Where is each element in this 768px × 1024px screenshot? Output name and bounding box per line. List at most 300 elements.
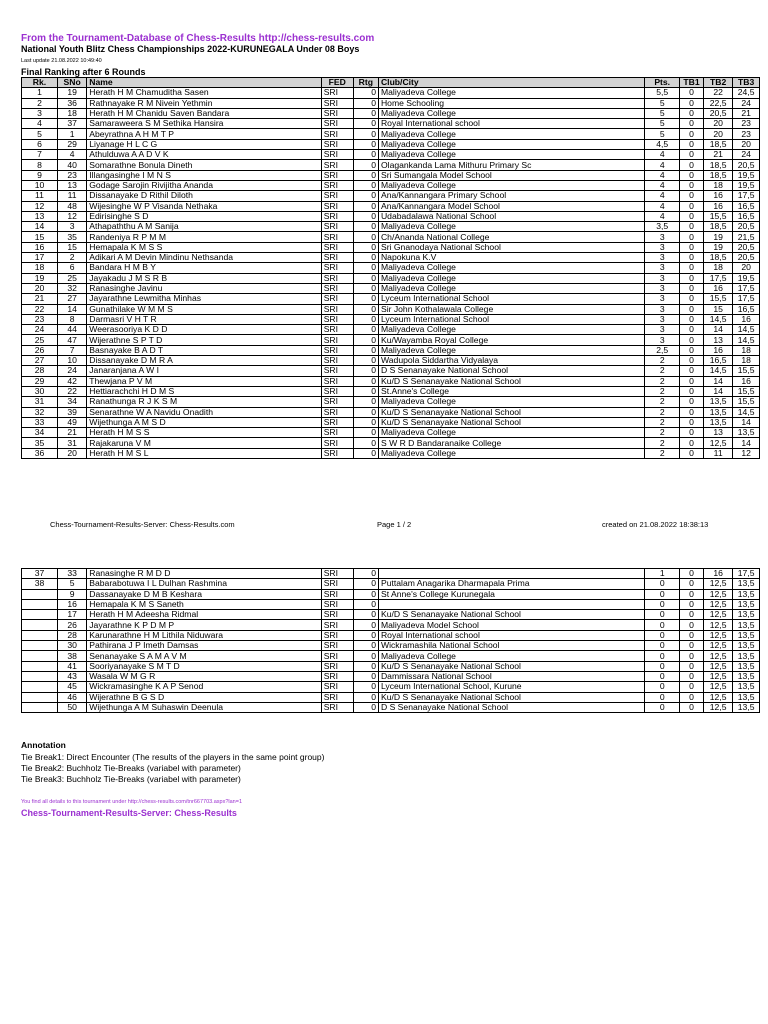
tb3-cell: 20 (733, 139, 760, 149)
tb1-cell: 0 (680, 201, 704, 211)
rank-cell: 16 (22, 242, 58, 252)
tb3-cell: 13,5 (733, 641, 760, 651)
club-cell: Maliyadeva College (378, 150, 644, 160)
points-cell: 4,5 (645, 139, 680, 149)
rank-cell: 1 (22, 88, 58, 98)
rating-cell: 0 (353, 170, 378, 180)
sno-cell: 18 (57, 108, 86, 118)
name-cell: Athapaththu A M Sanija (87, 222, 321, 232)
tb3-cell: 13,5 (733, 630, 760, 640)
table-row (22, 211, 760, 221)
rating-cell: 0 (353, 129, 378, 139)
fed-cell: SRI (321, 417, 353, 427)
col-header-rank: Rk. (22, 78, 58, 88)
table-row (22, 304, 760, 314)
fed-cell: SRI (321, 692, 353, 702)
tb1-cell: 0 (680, 661, 704, 671)
tb2-cell: 12,5 (703, 438, 732, 448)
sno-cell: 42 (57, 376, 86, 386)
sno-cell: 20 (57, 448, 86, 458)
tb1-cell: 0 (680, 345, 704, 355)
rating-cell: 0 (353, 108, 378, 118)
tb1-cell: 0 (680, 407, 704, 417)
table-row (22, 253, 760, 263)
name-cell: Adikari A M Devin Mindinu Nethsanda (87, 253, 321, 263)
club-cell: St.Anne's College (378, 386, 644, 396)
tb1-cell: 0 (680, 314, 704, 324)
rank-cell: 19 (22, 273, 58, 283)
points-cell: 4 (645, 160, 680, 170)
sno-cell: 39 (57, 407, 86, 417)
name-cell: Herath H M S L (87, 448, 321, 458)
name-cell: Illangasinghe I M N S (87, 170, 321, 180)
table-row (22, 682, 760, 692)
tb3-cell: 13,5 (733, 692, 760, 702)
table-row (22, 88, 760, 98)
rank-cell: 3 (22, 108, 58, 118)
table-row (22, 589, 760, 599)
table-row (22, 139, 760, 149)
tb3-cell: 19,5 (733, 273, 760, 283)
tb3-cell: 16,5 (733, 211, 760, 221)
rank-cell: 38 (22, 579, 58, 589)
sno-cell: 2 (57, 253, 86, 263)
fed-cell: SRI (321, 438, 353, 448)
points-cell: 0 (645, 641, 680, 651)
table-row (22, 438, 760, 448)
rating-cell: 0 (353, 589, 378, 599)
name-cell: Bandara H M B Y (87, 263, 321, 273)
club-cell: Sri Gnanodaya National School (378, 242, 644, 252)
fed-cell: SRI (321, 397, 353, 407)
tb1-cell: 0 (680, 150, 704, 160)
annotation-tiebreak-3: Tie Break3: Buchholz Tie-Breaks (variabel with parameter) (21, 774, 241, 784)
fed-cell: SRI (321, 170, 353, 180)
tb3-cell: 19,5 (733, 180, 760, 190)
points-cell: 0 (645, 651, 680, 661)
points-cell: 4 (645, 191, 680, 201)
club-cell: S W R D Bandaranaike College (378, 438, 644, 448)
fed-cell: SRI (321, 304, 353, 314)
name-cell: Herath H M Chamuditha Sasen (87, 88, 321, 98)
rank-cell: 35 (22, 438, 58, 448)
points-cell: 3 (645, 253, 680, 263)
points-cell: 3 (645, 273, 680, 283)
rating-cell: 0 (353, 692, 378, 702)
tb3-cell: 13,5 (733, 651, 760, 661)
tb3-cell: 13,5 (733, 682, 760, 692)
tb3-cell: 13,5 (733, 579, 760, 589)
fed-cell: SRI (321, 191, 353, 201)
tb2-cell: 14,5 (703, 366, 732, 376)
fed-cell: SRI (321, 242, 353, 252)
tb2-cell: 18,5 (703, 160, 732, 170)
club-cell: Ku/D S Senanayake National School (378, 661, 644, 671)
tb1-cell: 0 (680, 569, 704, 579)
points-cell: 3 (645, 304, 680, 314)
tb1-cell: 0 (680, 88, 704, 98)
club-cell: Ku/D S Senanayake National School (378, 417, 644, 427)
rating-cell: 0 (353, 263, 378, 273)
club-cell: Ku/D S Senanayake National School (378, 692, 644, 702)
tb3-cell: 15,5 (733, 366, 760, 376)
tb3-cell: 23 (733, 129, 760, 139)
sno-cell: 26 (57, 620, 86, 630)
tb3-cell: 14,5 (733, 407, 760, 417)
club-cell: Ku/D S Senanayake National School (378, 610, 644, 620)
tb3-cell: 24,5 (733, 88, 760, 98)
table-row (22, 428, 760, 438)
table-row (22, 407, 760, 417)
rank-cell: 8 (22, 160, 58, 170)
rank-cell (22, 682, 58, 692)
tb1-cell: 0 (680, 599, 704, 609)
sno-cell: 10 (57, 356, 86, 366)
points-cell: 3 (645, 325, 680, 335)
rank-cell: 26 (22, 345, 58, 355)
tb1-cell: 0 (680, 702, 704, 712)
points-cell: 3 (645, 335, 680, 345)
tb1-cell: 0 (680, 180, 704, 190)
tb3-cell: 18 (733, 356, 760, 366)
sno-cell: 13 (57, 180, 86, 190)
sno-cell: 11 (57, 191, 86, 201)
tb1-cell: 0 (680, 682, 704, 692)
sno-cell: 5 (57, 579, 86, 589)
sno-cell: 50 (57, 702, 86, 712)
tb3-cell: 16,5 (733, 304, 760, 314)
fed-cell: SRI (321, 314, 353, 324)
rating-cell: 0 (353, 610, 378, 620)
fed-cell: SRI (321, 702, 353, 712)
rating-cell: 0 (353, 201, 378, 211)
tb2-cell: 18,5 (703, 170, 732, 180)
tb3-cell: 24 (733, 150, 760, 160)
table-row (22, 150, 760, 160)
name-cell: Herath H M Adeesha Ridmal (87, 610, 321, 620)
tb3-cell: 16,5 (733, 201, 760, 211)
col-header-tb3: TB3 (733, 78, 760, 88)
tb2-cell: 12,5 (703, 692, 732, 702)
sno-cell: 24 (57, 366, 86, 376)
fed-cell: SRI (321, 671, 353, 681)
rating-cell: 0 (353, 641, 378, 651)
club-cell: Maliyadeva College (378, 129, 644, 139)
tb1-cell: 0 (680, 428, 704, 438)
points-cell: 2 (645, 417, 680, 427)
rating-cell: 0 (353, 335, 378, 345)
tb2-cell: 12,5 (703, 651, 732, 661)
rank-cell: 29 (22, 376, 58, 386)
tb3-cell: 15,5 (733, 397, 760, 407)
points-cell: 3 (645, 232, 680, 242)
fed-cell: SRI (321, 589, 353, 599)
tb3-cell: 21,5 (733, 232, 760, 242)
tb2-cell: 12,5 (703, 599, 732, 609)
tb3-cell: 18 (733, 345, 760, 355)
tb2-cell: 12,5 (703, 610, 732, 620)
rank-cell: 15 (22, 232, 58, 242)
sno-cell: 37 (57, 119, 86, 129)
rating-cell: 0 (353, 376, 378, 386)
tb1-cell: 0 (680, 139, 704, 149)
club-cell: Maliyadeva College (378, 448, 644, 458)
fed-cell: SRI (321, 651, 353, 661)
name-cell: Wijerathne S P T D (87, 335, 321, 345)
fed-cell: SRI (321, 160, 353, 170)
rating-cell: 0 (353, 283, 378, 293)
tb3-cell: 24 (733, 98, 760, 108)
fed-cell: SRI (321, 325, 353, 335)
points-cell: 2 (645, 397, 680, 407)
table-row (22, 283, 760, 293)
sno-cell: 22 (57, 386, 86, 396)
rank-cell: 24 (22, 325, 58, 335)
fed-cell: SRI (321, 661, 353, 671)
sno-cell: 45 (57, 682, 86, 692)
table-row (22, 335, 760, 345)
tb3-cell: 15,5 (733, 386, 760, 396)
tb2-cell: 18,5 (703, 253, 732, 263)
tb1-cell: 0 (680, 273, 704, 283)
rating-cell: 0 (353, 211, 378, 221)
tb3-cell: 23 (733, 119, 760, 129)
name-cell: Weerasooriya K D D (87, 325, 321, 335)
club-cell: Puttalam Anagarika Dharmapala Prima (378, 579, 644, 589)
sno-cell: 25 (57, 273, 86, 283)
rating-cell: 0 (353, 191, 378, 201)
rating-cell: 0 (353, 304, 378, 314)
name-cell: Wasala W M G R (87, 671, 321, 681)
table-row (22, 671, 760, 681)
sno-cell: 12 (57, 211, 86, 221)
sno-cell: 32 (57, 283, 86, 293)
points-cell: 3 (645, 294, 680, 304)
name-cell: Dissanayake D M R A (87, 356, 321, 366)
tb3-cell: 17,5 (733, 294, 760, 304)
rating-cell: 0 (353, 325, 378, 335)
club-cell: Maliyadeva College (378, 222, 644, 232)
table-row (22, 201, 760, 211)
rating-cell: 0 (353, 180, 378, 190)
table-row (22, 417, 760, 427)
tb1-cell: 0 (680, 232, 704, 242)
tb2-cell: 14 (703, 376, 732, 386)
table-row (22, 263, 760, 273)
fed-cell: SRI (321, 345, 353, 355)
ranking-table-body (22, 88, 760, 459)
club-cell: Dammissara National School (378, 671, 644, 681)
table-row (22, 314, 760, 324)
fed-cell: SRI (321, 150, 353, 160)
tb1-cell: 0 (680, 160, 704, 170)
tb1-cell: 0 (680, 191, 704, 201)
tb1-cell: 0 (680, 630, 704, 640)
tb3-cell: 13,5 (733, 589, 760, 599)
rating-cell: 0 (353, 620, 378, 630)
rank-cell: 37 (22, 569, 58, 579)
tb3-cell: 14,5 (733, 335, 760, 345)
rating-cell: 0 (353, 599, 378, 609)
tb3-cell: 20,5 (733, 242, 760, 252)
points-cell: 5 (645, 129, 680, 139)
sno-cell: 6 (57, 263, 86, 273)
rank-cell (22, 702, 58, 712)
rank-cell: 33 (22, 417, 58, 427)
sno-cell: 31 (57, 438, 86, 448)
tb1-cell: 0 (680, 448, 704, 458)
tb2-cell: 16 (703, 201, 732, 211)
tournament-details-link[interactable]: You find all details to this tournament under http://chess-results.com/tnr667703.aspx?lan=1 (21, 799, 242, 805)
tb2-cell: 12,5 (703, 579, 732, 589)
table-row (22, 610, 760, 620)
col-header-rtg: Rtg (353, 78, 378, 88)
col-header-tb1: TB1 (680, 78, 704, 88)
rating-cell: 0 (353, 345, 378, 355)
fed-cell: SRI (321, 129, 353, 139)
tb2-cell: 19 (703, 242, 732, 252)
rating-cell: 0 (353, 242, 378, 252)
sno-cell: 29 (57, 139, 86, 149)
name-cell: Wijethunga A M Suhaswin Deenula (87, 702, 321, 712)
club-cell: Royal International school (378, 119, 644, 129)
name-cell: Darmasri V H T R (87, 314, 321, 324)
name-cell: Wijethunga A M S D (87, 417, 321, 427)
points-cell: 2 (645, 376, 680, 386)
sno-cell: 30 (57, 641, 86, 651)
rank-cell: 28 (22, 366, 58, 376)
tb1-cell: 0 (680, 641, 704, 651)
points-cell: 2,5 (645, 345, 680, 355)
tb1-cell: 0 (680, 651, 704, 661)
rating-cell: 0 (353, 661, 378, 671)
sno-cell: 8 (57, 314, 86, 324)
tb3-cell: 13,5 (733, 661, 760, 671)
name-cell: Sooriyanayake S M T D (87, 661, 321, 671)
tb3-cell: 13,5 (733, 610, 760, 620)
club-cell: St Anne's College Kurunegala (378, 589, 644, 599)
club-cell: Lyceum International School, Kurune (378, 682, 644, 692)
fed-cell: SRI (321, 386, 353, 396)
club-cell: D S Senanayake National School (378, 702, 644, 712)
points-cell: 4 (645, 180, 680, 190)
tb3-cell: 19,5 (733, 170, 760, 180)
sno-cell: 28 (57, 630, 86, 640)
name-cell: Randeniya R P M M (87, 232, 321, 242)
name-cell: Abeyrathna A H M T P (87, 129, 321, 139)
table-row (22, 702, 760, 712)
rank-cell: 2 (22, 98, 58, 108)
tb3-cell: 20,5 (733, 160, 760, 170)
sno-cell: 14 (57, 304, 86, 314)
source-link[interactable]: From the Tournament-Database of Chess-Results http://chess-results.com (21, 33, 375, 44)
table-row (22, 98, 760, 108)
tb2-cell: 14,5 (703, 314, 732, 324)
tb2-cell: 13,5 (703, 397, 732, 407)
rating-cell: 0 (353, 98, 378, 108)
sno-cell: 27 (57, 294, 86, 304)
tb1-cell: 0 (680, 579, 704, 589)
rank-cell: 32 (22, 407, 58, 417)
name-cell: Herath H M S S (87, 428, 321, 438)
points-cell: 2 (645, 448, 680, 458)
sno-cell: 47 (57, 335, 86, 345)
name-cell: Thewjana P V M (87, 376, 321, 386)
table-row (22, 620, 760, 630)
sno-cell: 38 (57, 651, 86, 661)
fed-cell: SRI (321, 283, 353, 293)
club-cell: Maliyadeva Model School (378, 620, 644, 630)
name-cell: Rajakaruna V M (87, 438, 321, 448)
rank-cell: 20 (22, 283, 58, 293)
table-row (22, 366, 760, 376)
table-row (22, 579, 760, 589)
results-server-link[interactable]: Chess-Tournament-Results-Server: Chess-Results (21, 808, 237, 818)
ranking-table (21, 77, 760, 459)
club-cell: Maliyadeva College (378, 325, 644, 335)
points-cell: 0 (645, 692, 680, 702)
tb1-cell: 0 (680, 417, 704, 427)
rank-cell: 9 (22, 170, 58, 180)
name-cell: Janaranjana A W I (87, 366, 321, 376)
name-cell: Hemapala K M S Saneth (87, 599, 321, 609)
fed-cell: SRI (321, 682, 353, 692)
rating-cell: 0 (353, 273, 378, 283)
sno-cell: 40 (57, 160, 86, 170)
rank-cell (22, 589, 58, 599)
rating-cell: 0 (353, 356, 378, 366)
tb1-cell: 0 (680, 376, 704, 386)
points-cell: 3,5 (645, 222, 680, 232)
fed-cell: SRI (321, 366, 353, 376)
rank-cell: 7 (22, 150, 58, 160)
tb2-cell: 21 (703, 150, 732, 160)
table-row (22, 599, 760, 609)
rank-cell: 4 (22, 119, 58, 129)
name-cell: Wickramasinghe K A P Senod (87, 682, 321, 692)
col-header-sno: SNo (57, 78, 86, 88)
table-row (22, 242, 760, 252)
rank-cell: 30 (22, 386, 58, 396)
tb3-cell: 20,5 (733, 253, 760, 263)
table-row (22, 325, 760, 335)
tb2-cell: 18 (703, 180, 732, 190)
tb1-cell: 0 (680, 98, 704, 108)
rating-cell: 0 (353, 160, 378, 170)
name-cell: Ranasinghe Javinu (87, 283, 321, 293)
tb1-cell: 0 (680, 211, 704, 221)
tb3-cell: 13,5 (733, 428, 760, 438)
points-cell: 0 (645, 630, 680, 640)
fed-cell: SRI (321, 641, 353, 651)
tb1-cell: 0 (680, 366, 704, 376)
club-cell: Udabadalawa National School (378, 211, 644, 221)
name-cell: Pathirana J P Imeth Damsas (87, 641, 321, 651)
col-header-pts: Pts. (645, 78, 680, 88)
sno-cell: 48 (57, 201, 86, 211)
rating-cell: 0 (353, 651, 378, 661)
tb1-cell: 0 (680, 253, 704, 263)
tb2-cell: 12,5 (703, 682, 732, 692)
tb3-cell: 14 (733, 417, 760, 427)
rank-cell (22, 641, 58, 651)
rank-cell: 11 (22, 191, 58, 201)
col-header-name: Name (87, 78, 321, 88)
tb2-cell: 14 (703, 325, 732, 335)
rating-cell: 0 (353, 428, 378, 438)
rank-cell: 5 (22, 129, 58, 139)
points-cell: 2 (645, 407, 680, 417)
